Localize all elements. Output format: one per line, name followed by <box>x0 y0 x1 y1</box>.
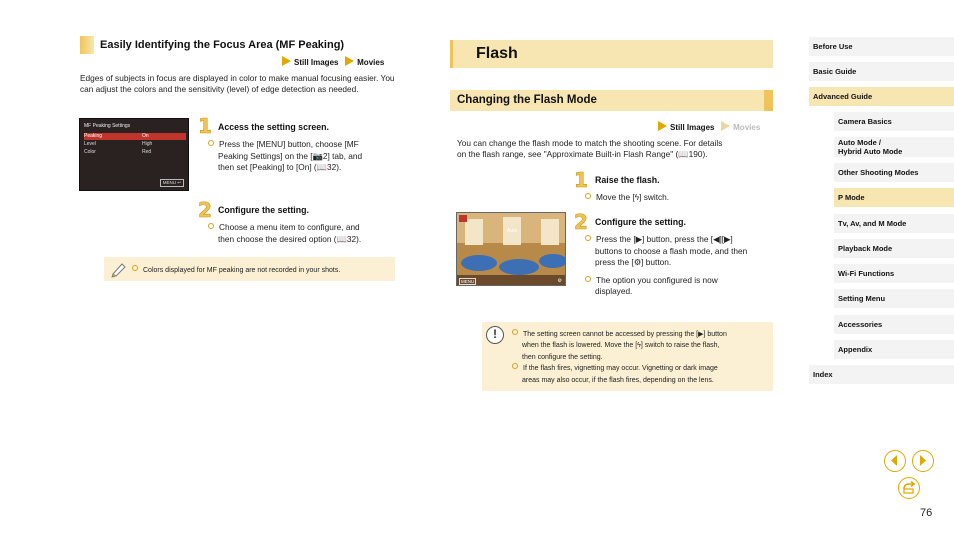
still-images-icon <box>282 56 291 66</box>
nav-index[interactable]: Index <box>809 365 954 384</box>
nav-advanced-guide[interactable]: Advanced Guide <box>809 87 954 106</box>
section-header-accent <box>764 90 773 111</box>
pencil-icon <box>110 260 128 278</box>
intro-paragraph: You can change the flash mode to match the shooting scene. For details on the flash range, see "Approximate Built-in Flash Range" (📖190). <box>457 138 723 159</box>
step-title: Configure the setting. <box>218 205 309 215</box>
movies-icon <box>345 56 354 66</box>
return-button[interactable] <box>898 477 920 499</box>
bullet-icon <box>512 329 518 335</box>
chapter-title: Flash <box>476 45 518 62</box>
restaurant-photo <box>457 213 566 286</box>
screen-row: Level High <box>84 141 153 147</box>
step-text: Choose a menu item to configure, and then choose the desired option (📖32). <box>208 222 398 245</box>
step-title: Access the setting screen. <box>218 122 329 132</box>
nav-basic-guide[interactable]: Basic Guide <box>809 62 954 81</box>
bullet-icon <box>208 140 214 146</box>
nav-before-use[interactable]: Before Use <box>809 37 954 56</box>
screen-row: Peaking On <box>84 133 186 140</box>
nav-p-mode[interactable]: P Mode <box>834 188 954 207</box>
screen-row: Color Red <box>84 149 152 155</box>
chevron-left-icon <box>885 451 904 470</box>
movies-icon <box>721 121 730 131</box>
bullet-icon <box>585 235 591 241</box>
nav-wifi-functions[interactable]: Wi-Fi Functions <box>834 264 954 283</box>
note-box <box>104 257 395 281</box>
nav-auto-mode[interactable]: Auto Mode / Hybrid Auto Mode <box>834 137 954 157</box>
step-number: 2 <box>574 210 588 234</box>
scene-image <box>456 212 566 286</box>
bullet-icon <box>132 265 138 271</box>
step-number: 1 <box>574 168 588 192</box>
still-images-icon <box>658 121 667 131</box>
note-text: Colors displayed for MF peaking are not recorded in your shots. <box>143 267 341 274</box>
screen-header: MF Peaking Settings <box>84 123 131 129</box>
caution-icon: ! <box>486 326 504 344</box>
flash-mode-label: Auto <box>507 228 518 234</box>
chevron-right-icon <box>913 451 932 470</box>
nav-playback-mode[interactable]: Playback Mode <box>834 239 954 258</box>
section-title: Easily Identifying the Focus Area (MF Peaking) <box>100 39 345 51</box>
nav-camera-basics[interactable]: Camera Basics <box>834 112 954 131</box>
step-title: Configure the setting. <box>595 217 686 227</box>
step-text: Move the [ϟ] switch. <box>585 192 669 204</box>
filter-still-label: Still Images <box>294 58 339 67</box>
step-text: Press the [▶] button, press the [◀][▶] buttons to choose a flash mode, and then press the [⚙] button. The option you configured is now displayed. <box>585 234 775 298</box>
nav-tv-av-m-mode[interactable]: Tv, Av, and M Mode <box>834 214 954 233</box>
screen-footer: MENU ↩ <box>160 179 184 187</box>
nav-accessories[interactable]: Accessories <box>834 315 954 334</box>
next-page-button[interactable] <box>912 450 934 472</box>
bullet-icon <box>585 193 591 199</box>
nav-setting-menu[interactable]: Setting Menu <box>834 289 954 308</box>
mode-filters: Still Images Movies <box>658 121 760 132</box>
prev-page-button[interactable] <box>884 450 906 472</box>
step-title: Raise the flash. <box>595 175 660 185</box>
step-number: 1 <box>198 114 212 138</box>
nav-other-shooting-modes[interactable]: Other Shooting Modes <box>834 163 954 182</box>
filter-movies-label: Movies <box>357 58 385 67</box>
menu-badge: MENU <box>461 279 475 284</box>
page-number: 76 <box>920 507 933 519</box>
section-marker <box>80 36 94 54</box>
section-title: Changing the Flash Mode <box>457 94 597 106</box>
bullet-icon <box>512 363 518 369</box>
intro-paragraph: Edges of subjects in focus are displayed in color to make manual focusing easier. You can adjust the colors and the sensitivity (level) of edge detection as needed. <box>80 73 395 94</box>
mode-filters <box>282 56 384 67</box>
camera-screen-image <box>79 118 189 191</box>
step-number: 2 <box>198 198 212 222</box>
caution-text: The setting screen cannot be accessed by pressing the [▶] button when the flash is lowered. Move the [ϟ] switch to raise the flash, then configure the setting. If the flash fires, vignetting may occur. Vignetting or dark image areas may also occur, if the flash fires, depending on the lens. <box>512 329 770 386</box>
bullet-icon <box>208 223 214 229</box>
nav-appendix[interactable]: Appendix <box>834 340 954 359</box>
return-icon <box>899 478 918 497</box>
bullet-icon <box>585 276 591 282</box>
step-text: Press the [MENU] button, choose [MF Peaking Settings] on the [📷2] tab, and then set [Peaking] to [On] (📖32). <box>208 139 398 174</box>
func-badge: ⚙ <box>557 278 562 284</box>
